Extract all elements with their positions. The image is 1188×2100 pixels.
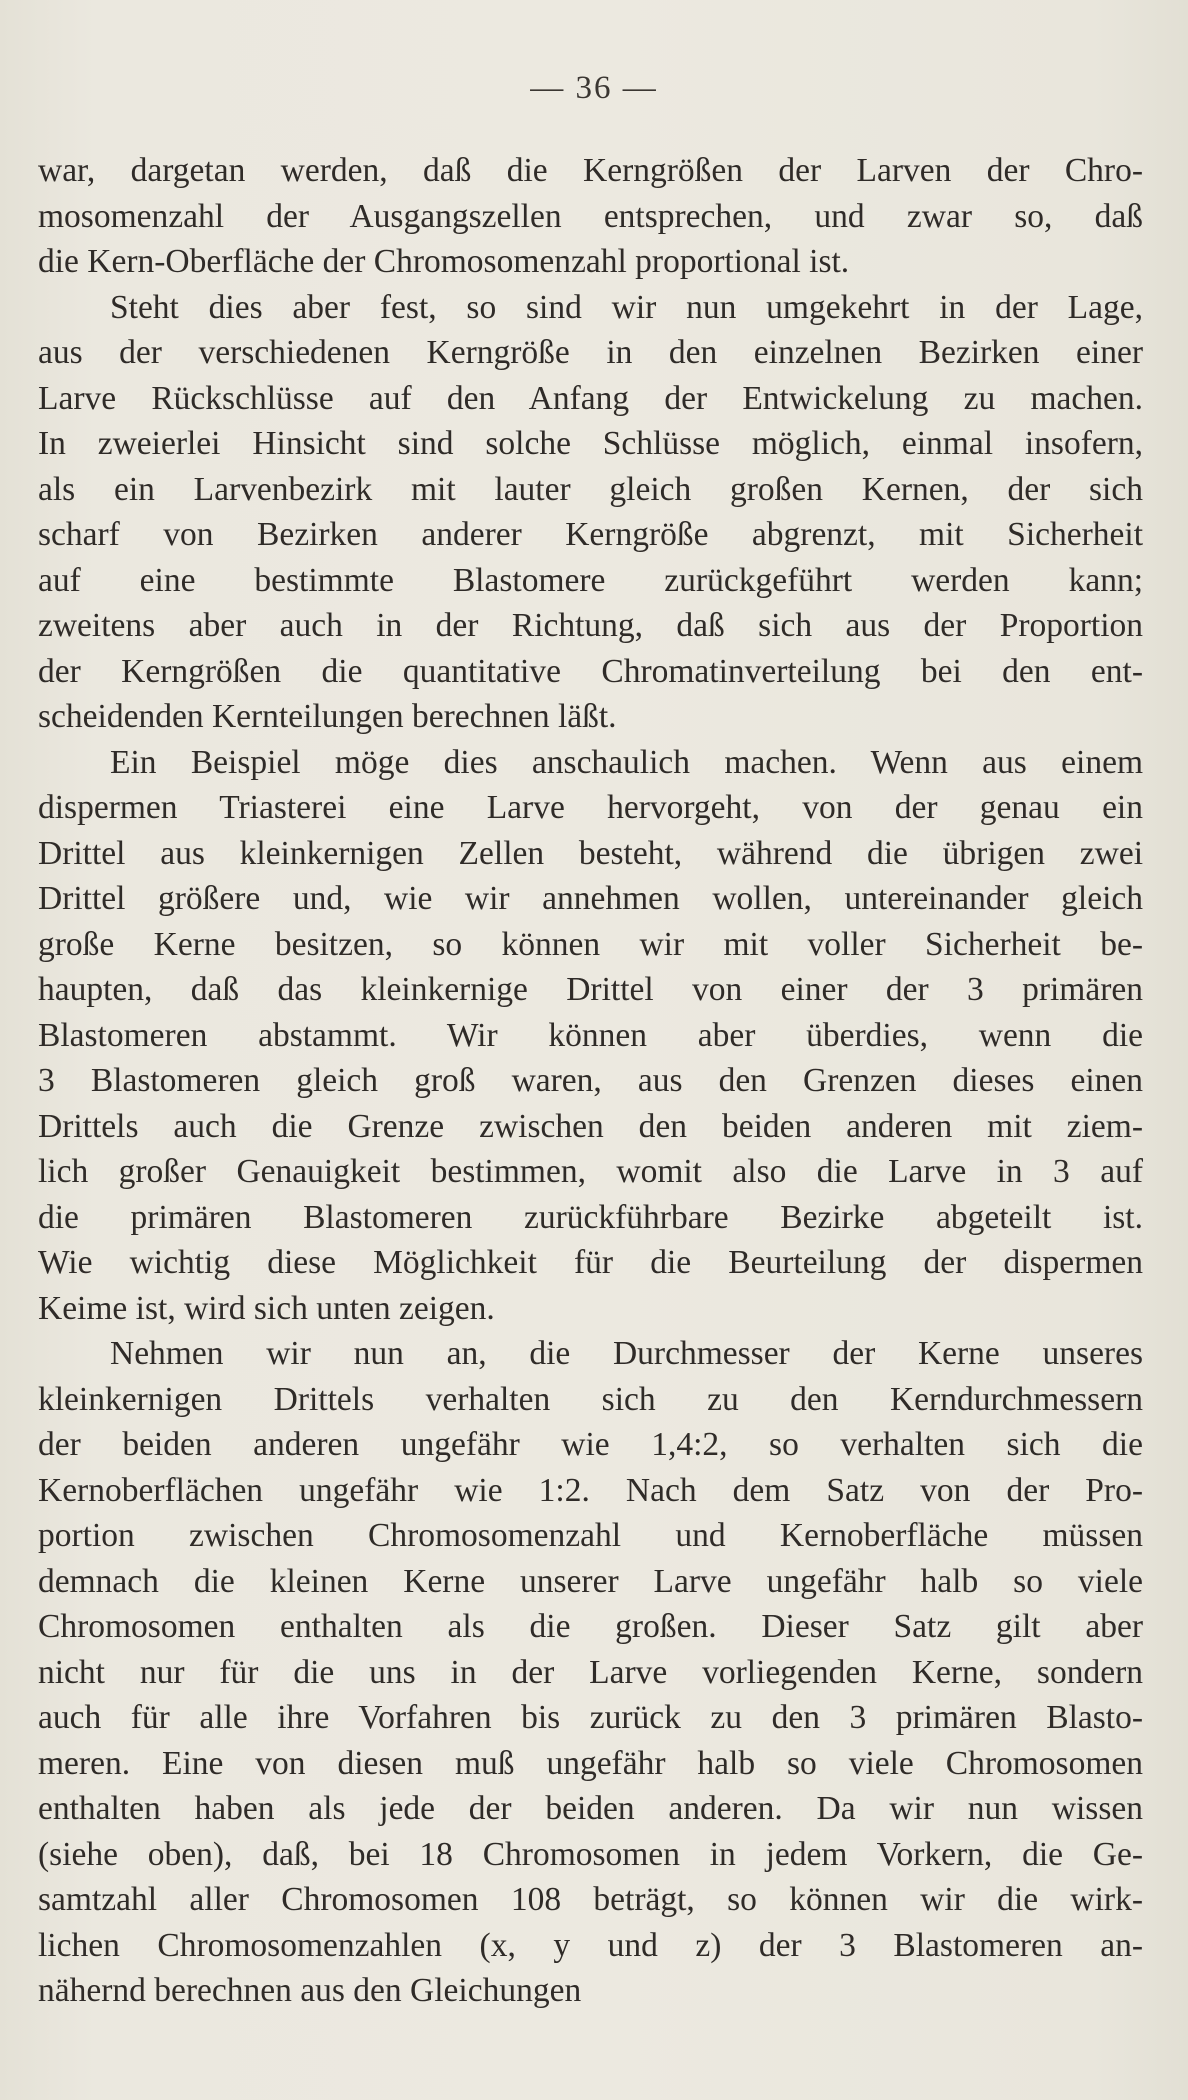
text-line: haupten, daß das kleinkernige Drittel von einer der 3 primären bbox=[38, 971, 1143, 1008]
paragraph-2 bbox=[38, 285, 1143, 740]
text-line: kleinkernigen Drittels verhalten sich zu den Kerndurchmessern bbox=[38, 1380, 1143, 1418]
text-line: In zweierlei Hinsicht sind solche Schlüsse möglich, einmal insofern, bbox=[38, 425, 1143, 462]
text-line: auf eine bestimmte Blastomere zurückgeführt werden kann; bbox=[38, 561, 1143, 599]
text-line: Drittel größere und, wie wir annehmen wollen, untereinander gleich bbox=[38, 880, 1143, 917]
text-line: (siehe oben), daß, bei 18 Chromosomen in jedem Vorkern, die Ge- bbox=[38, 1835, 1143, 1873]
text-line: enthalten haben als jede der beiden anderen. Da wir nun wissen bbox=[38, 1790, 1143, 1827]
text-line: auch für alle ihre Vorfahren bis zurück zu den 3 primären Blasto- bbox=[38, 1699, 1143, 1736]
paragraph-1 bbox=[38, 148, 1143, 285]
text-line: demnach die kleinen Kerne unserer Larve ungefähr halb so viele bbox=[38, 1562, 1143, 1600]
text-line: Wie wichtig diese Möglichkeit für die Beurteilung der dispermen bbox=[38, 1244, 1143, 1281]
page-number: — 36 — bbox=[530, 70, 658, 106]
text-line: war, dargetan werden, daß die Kerngrößen der Larven der Chro- bbox=[38, 152, 1143, 189]
text-line: dispermen Triasterei eine Larve hervorgeht, von der genau ein bbox=[38, 789, 1143, 826]
text-line: die Kern-Oberfläche der Chromosomenzahl proportional ist. bbox=[38, 243, 850, 280]
text-line: Ein Beispiel möge dies anschaulich machen. Wenn aus einem bbox=[110, 743, 1143, 781]
text-line: der Kerngrößen die quantitative Chromatinverteilung bei den ent- bbox=[38, 652, 1143, 690]
text-line: 3 Blastomeren gleich groß waren, aus den Grenzen dieses einen bbox=[38, 1062, 1143, 1099]
text-line: Drittel aus kleinkernigen Zellen besteht, während die übrigen zwei bbox=[38, 834, 1143, 872]
text-line: Blastomeren abstammt. Wir können aber überdies, wenn die bbox=[38, 1016, 1143, 1054]
text-line: Steht dies aber fest, so sind wir nun umgekehrt in der Lage, bbox=[110, 288, 1143, 326]
text-line: als ein Larvenbezirk mit lauter gleich großen Kernen, der sich bbox=[38, 470, 1143, 508]
text-line: aus der verschiedenen Kerngröße in den einzelnen Bezirken einer bbox=[38, 334, 1143, 371]
text-line: der beiden anderen ungefähr wie 1,4:2, so verhalten sich die bbox=[38, 1426, 1143, 1463]
text-line: portion zwischen Chromosomenzahl und Kernoberfläche müssen bbox=[38, 1517, 1143, 1554]
paragraph-4 bbox=[38, 1331, 1143, 2014]
text-line: zweitens aber auch in der Richtung, daß sich aus der Proportion bbox=[38, 607, 1143, 644]
text-line: Larve Rückschlüsse auf den Anfang der Entwickelung zu machen. bbox=[38, 379, 1143, 417]
text-line: meren. Eine von diesen muß ungefähr halb so viele Chromosomen bbox=[38, 1744, 1143, 1782]
text-line: scharf von Bezirken anderer Kerngröße abgrenzt, mit Sicherheit bbox=[38, 516, 1143, 553]
text-line: die primären Blastomeren zurückführbare Bezirke abgeteilt ist. bbox=[38, 1198, 1143, 1236]
text-line: Keime ist, wird sich unten zeigen. bbox=[38, 1289, 495, 1327]
text-line: nicht nur für die uns in der Larve vorliegenden Kerne, sondern bbox=[38, 1653, 1143, 1691]
text-line: Chromosomen enthalten als die großen. Dieser Satz gilt aber bbox=[38, 1608, 1143, 1645]
text-line: nähernd berechnen aus den Gleichungen bbox=[38, 1972, 582, 2009]
body-text bbox=[38, 148, 1143, 2014]
text-line: samtzahl aller Chromosomen 108 beträgt, so können wir die wirk- bbox=[38, 1881, 1143, 1918]
text-line: große Kerne besitzen, so können wir mit voller Sicherheit be- bbox=[38, 925, 1143, 963]
text-line: Nehmen wir nun an, die Durchmesser der Kerne unseres bbox=[110, 1335, 1143, 1372]
paragraph-3 bbox=[38, 740, 1143, 1332]
text-line: mosomenzahl der Ausgangszellen entsprechen, und zwar so, daß bbox=[38, 197, 1143, 235]
text-line: Kernoberflächen ungefähr wie 1:2. Nach dem Satz von der Pro- bbox=[38, 1471, 1143, 1509]
text-line: Drittels auch die Grenze zwischen den beiden anderen mit ziem- bbox=[38, 1107, 1143, 1145]
text-line: lich großer Genauigkeit bestimmen, womit also die Larve in 3 auf bbox=[38, 1153, 1143, 1190]
text-line: lichen Chromosomenzahlen (x, y und z) der 3 Blastomeren an- bbox=[38, 1926, 1143, 1964]
text-line: scheidenden Kernteilungen berechnen läßt. bbox=[38, 698, 617, 735]
